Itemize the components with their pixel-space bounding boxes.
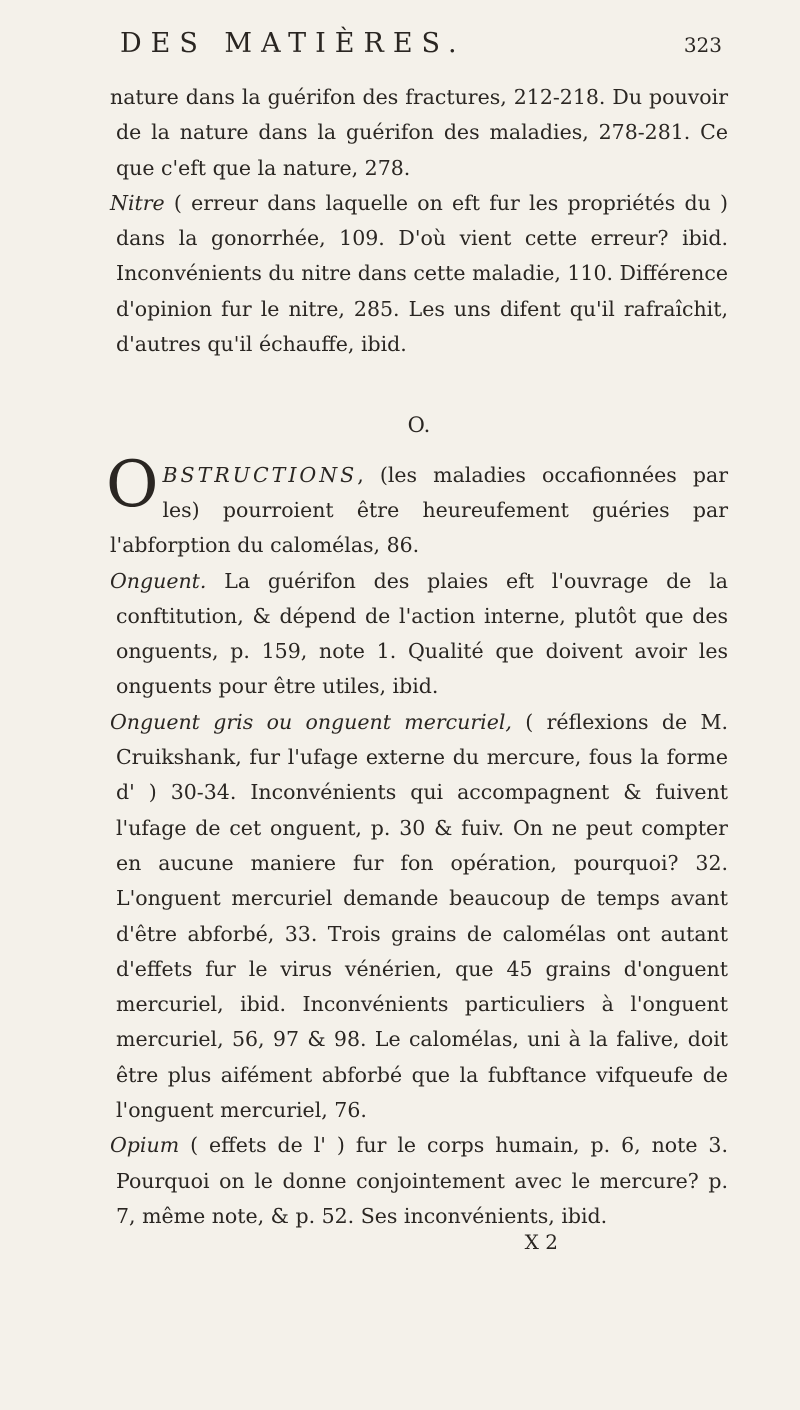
entry-text: La guérifon des plaies eft l'ouvrage de la conftitution, & dépend de l'action interne, plutôt que des onguents, p. 159, note 1. Qualité que doivent avoir les onguents pour être utiles, ibid. xyxy=(116,568,728,699)
page-header xyxy=(110,28,728,80)
signature-mark: X 2 xyxy=(524,1230,558,1255)
entry-text: ( erreur dans laquelle on eft fur les propriétés du ) dans la gonorrhée, 109. D'où vient cette erreur? ibid. Inconvénients du nitre dans cette maladie, 110. Différence d'opinion fur le nitre, 285. Les uns difent qu'il rafraîchit, d'autres qu'il échauffe, ibid. xyxy=(116,190,728,357)
entry-head: Nitre xyxy=(110,190,165,215)
entry-head: BSTRUCTIONS xyxy=(162,462,358,487)
page-number: 323 xyxy=(683,33,722,57)
entry-text: , (les maladies occafionnées par les) pourroient être heureufement guéries par l'abforption du calomélas, 86. xyxy=(110,462,728,558)
entry-text: ( réflexions de M. Cruikshank, fur l'ufage externe du mercure, fous la forme d' ) 30-34. Inconvénients qui accompagnent & fuivent l'ufage de cet onguent, p. 30 & fuiv. On ne peut compter en aucune maniere fur fon opération, pourquoi? 32. L'onguent mercuriel demande beaucoup de temps avant d'être abforbé, 33. Trois grains de calomélas ont autant d'effets fur le virus vénérien, que 45 grains d'onguent mercuriel, ibid. Inconvénients particuliers à l'onguent mercuriel, 56, 97 & 98. Le calomélas, uni à la falive, doit être plus aifément abforbé que la fubftance vifqueufe de l'onguent mercuriel, 76. xyxy=(116,709,729,1123)
entry-head: Onguent gris ou onguent mercuriel, xyxy=(110,709,512,734)
index-body xyxy=(106,80,729,1234)
running-head: DES MATIÈRES. xyxy=(120,28,466,59)
index-entry-onguent xyxy=(110,564,728,705)
section-letter: O. xyxy=(407,413,431,438)
index-entry-obstructions xyxy=(106,447,728,564)
entry-text: ( effets de l' ) fur le corps humain, p. 6, note 3. Pourquoi on le donne conjointement avec le mercure? p. 7, même note, & p. 52. Ses inconvénients, ibid. xyxy=(116,1133,728,1228)
index-entry-onguent-gris xyxy=(110,705,728,1129)
drop-cap: O xyxy=(106,447,159,522)
entry-text: nature dans la guérifon des fractures, 212-218. Du pouvoir de la nature dans la guérifon des maladies, 278-281. Ce que c'eft que la nature, 278. xyxy=(110,85,728,180)
index-entry-nature xyxy=(110,80,728,186)
entry-head: Onguent. xyxy=(110,568,207,593)
entry-head: Opium xyxy=(110,1133,180,1158)
index-entry-opium xyxy=(110,1128,728,1234)
index-entry-nitre xyxy=(110,186,728,362)
